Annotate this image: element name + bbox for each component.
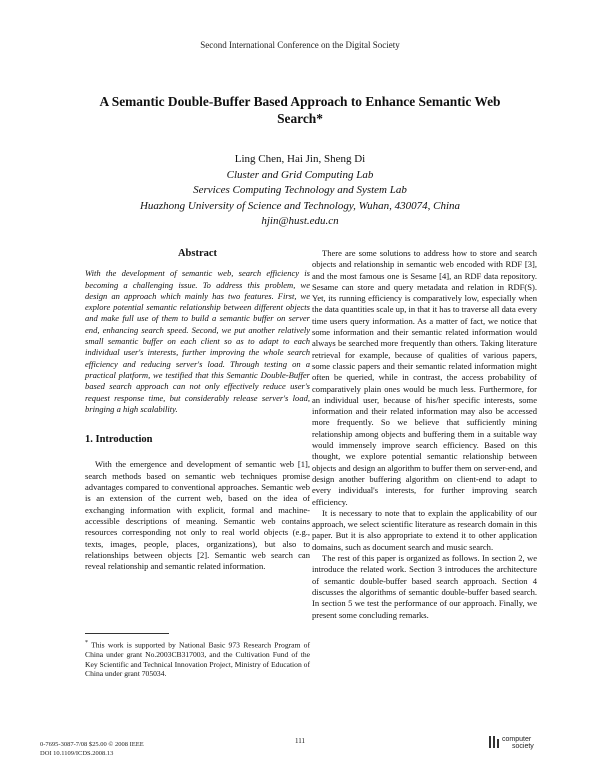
logo-line-2: society: [512, 743, 534, 750]
author-university: Huazhong University of Science and Technology, Wuhan, 430074, China: [139, 199, 461, 212]
author-lab-2: Services Computing Technology and System Lab: [193, 184, 407, 196]
abstract-text: With the development of semantic web, search efficiency is becoming a challenging issue. To address this problem, we design an approach which mainly has two features. First, we explore potential semantic relationship between different objects and make full use of them to build a semantic buffer on server end, enhancing search speed. Second, we put another relatively small semantic buffer on each client so as to adapt to each individual user's interests, further improving the whole search efficiency and reducing server's load. Through testing on a practical platform, we testified that this Semantic Double-Buffer based search approach can not only effectively reduce user's request response time, but considerably release server's load, bringing a high scalability.: [85, 268, 310, 414]
author-email[interactable]: hjin@hust.edu.cn: [261, 215, 339, 227]
paper-title: A Semantic Double-Buffer Based Approach to Enhance Semantic Web Search*: [99, 94, 501, 126]
computer-society-emblem-icon: [488, 735, 500, 749]
page-number: 111: [295, 737, 305, 745]
right-column: [312, 248, 537, 621]
conference-header: Second International Conference on the Digital Society: [200, 40, 400, 50]
intro-paragraph: With the emergence and development of semantic web [1], search methods based on semantic web techniques promise advantages compared to conventional approaches. Semantic web is an extension of the current web, based on the idea of exchanging information with explicit, formal and machine-accessible descriptions of meaning. Semantic web contains resources corresponding not only to real world objects (e.g., texts, images, people, places, organizations), but also to relationships between objects [2]. Semantic web search can reveal relationship and semantic related information.: [85, 459, 310, 572]
author-lab: Cluster and Grid Computing Lab: [226, 168, 374, 181]
right-paragraph-3: The rest of this paper is organized as follows. In section 2, we introduce the related work. Section 3 introduces the architecture of semantic double-buffer based search approach. Section 4 discusses the algorithms of semantic double-buffer based search. In section 5 we test the performance of our approach. Finally, we present some concluding remarks.: [312, 553, 537, 620]
footnote-mark: *: [85, 640, 88, 646]
logo-line-1: computer: [502, 736, 532, 743]
abstract-heading: Abstract: [177, 248, 218, 259]
footnote-text: This work is supported by National Basic 973 Research Program of China under grant No.2003CB317003, and the Cultivation Fund of the Key Scientific and Technical Innovation Project, Ministry of Education of China under grant 705034.: [85, 640, 310, 679]
computer-society-logo: [488, 733, 548, 763]
logo-text: [502, 736, 534, 750]
right-paragraph-2: It is necessary to note that to explain the applicability of our approach, we select scientific literature as research domain in this paper. But it is also appropriate to extend it to other application domains, such as document search and music search.: [312, 507, 537, 552]
left-column: [85, 248, 310, 572]
footnote-divider: [85, 633, 169, 634]
right-paragraph-1: There are some solutions to address how to store and search objects and relationship in semantic web encoded with RDF [3], and the most famous one is Sesame [4], an RDF data repository. Sesame can store and query metadata and relation in RDF(S). Yet, its running efficiency is comparatively low, especially when the data quantities scale up, in that it has to traverse all data every time users query information. As a matter of fact, we notice that some information and their semantic related information would always be searched more frequently than others. Taking literature retrieval for example, because of qualities of various papers, some classic papers and their semantic related information might often be queried, while in contrast, the access probability of comparatively plain ones would be much less. Furthermore, for an individual user, because of his/her specific interests, some information and their related information may also be accessed more frequently. So we believe that sufficiently mining relationship among objects and buffering them in a suitable way would immensely improve search efficiency. Based on this thought, we explore potential semantic relationship between objects and design an algorithm to buffer them on server-end, and design another buffering algorithm on client-end to adapt to every individual's interests, for further improving search efficiency.: [312, 248, 537, 507]
footer-doi: DOI 10.1109/ICDS.2008.13: [40, 750, 114, 757]
footer-isbn: 0-7695-3087-7/08 $25.00 © 2008 IEEE: [40, 741, 144, 748]
footnote: [85, 639, 310, 679]
author-block: [0, 152, 600, 230]
section-heading-introduction: 1. Introduction: [85, 434, 153, 446]
author-names: Ling Chen, Hai Jin, Sheng Di: [234, 153, 366, 165]
